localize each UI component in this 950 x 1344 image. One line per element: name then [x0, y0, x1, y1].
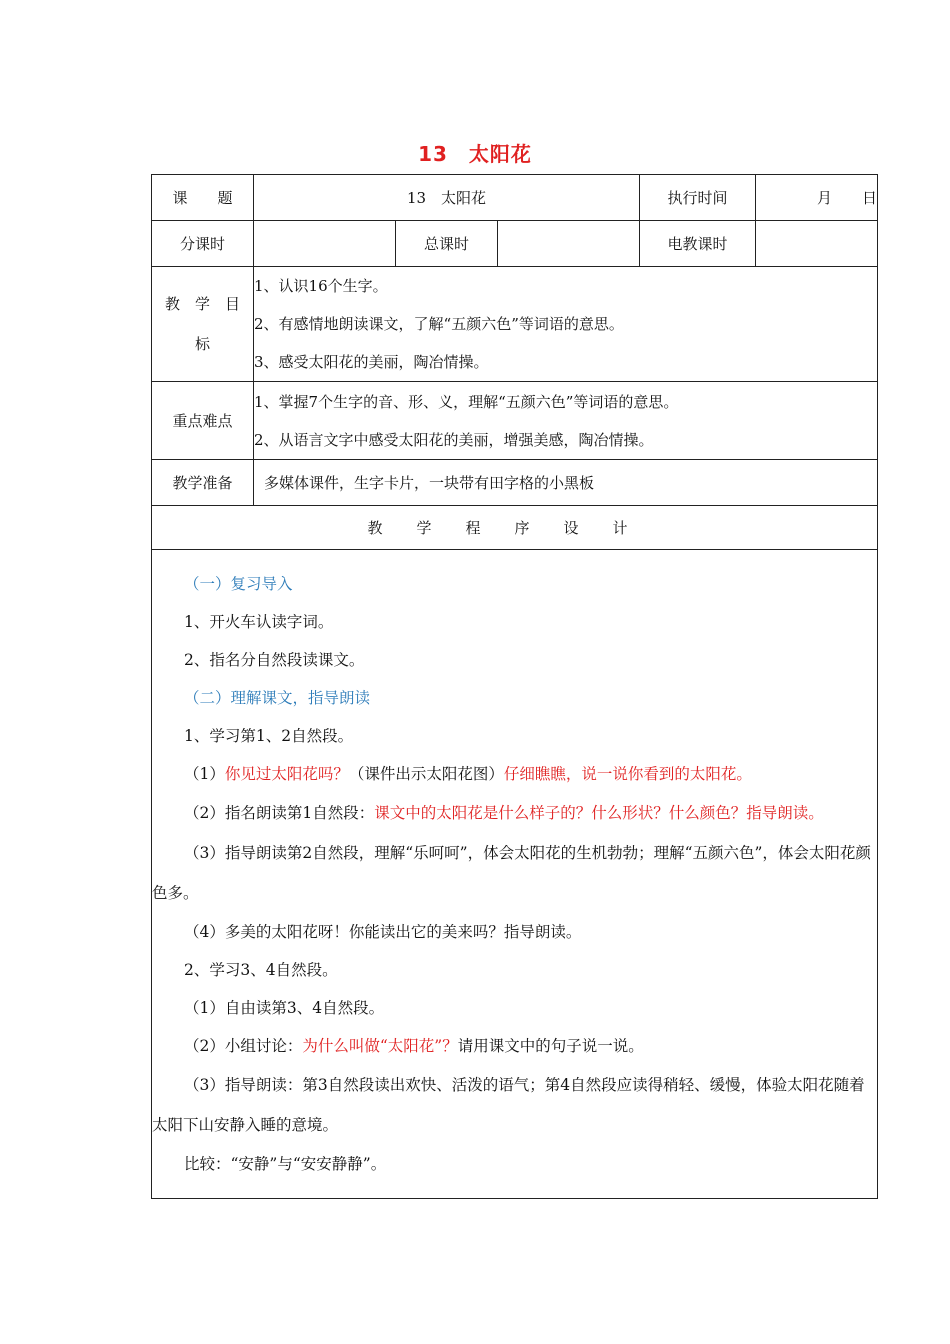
lesson-value: 13 太阳花	[254, 175, 640, 221]
question-1-task: 仔细瞧瞧，说一说你看到的太阳花。	[503, 765, 752, 783]
list-item: 1、开火车认读字词。	[184, 613, 334, 631]
question-2	[152, 793, 877, 833]
question-3: （3）指导朗读第2自然段，理解“乐呵呵”，体会太阳花的生机勃勃；理解“五颜六色”，体会太阳花颜色多。	[152, 844, 871, 902]
sub-hours-label: 分课时	[152, 221, 254, 267]
design-title: 教学程序设计	[152, 506, 878, 550]
question-2-lead: （2）指名朗读第1自然段：	[184, 804, 375, 822]
prep-label: 教学准备	[152, 460, 254, 506]
page-title: 13 太阳花	[418, 142, 532, 166]
total-hours-label: 总课时	[396, 221, 498, 267]
question-1	[152, 755, 877, 793]
list-item: 1、学习第1、2自然段。	[184, 727, 354, 745]
procedure-body	[152, 550, 878, 1199]
goals-list	[254, 267, 878, 382]
key-point-item: 2、从语言文字中感受太阳花的美丽，增强美感，陶冶情操。	[254, 430, 654, 449]
list-item: 2、学习3、4自然段。	[184, 961, 338, 979]
compare-line: 比较：“安静”与“安安静静”。	[184, 1155, 387, 1173]
prep-value: 多媒体课件，生字卡片，一块带有田字格的小黑板	[254, 460, 878, 506]
question-1-ask: 你见过太阳花吗？	[224, 765, 349, 783]
read-3: （3）指导朗读：第3自然段读出欢快、活泼的语气；第4自然段应读得稍轻、缓慢，体验太阳花随着太阳下山安静入睡的意境。	[152, 1076, 865, 1134]
section-2-title: （二）理解课文，指导朗读	[184, 689, 371, 707]
goals-label	[152, 267, 254, 382]
question-2-ask: 课文中的太阳花是什么样子的？什么形状？什么颜色？指导朗读。	[374, 804, 824, 822]
read-2-lead: （2）小组讨论：	[184, 1037, 303, 1055]
key-points-list	[254, 382, 878, 460]
sub-hours-value	[254, 221, 396, 267]
lesson-plan-table	[151, 174, 878, 1199]
goal-item: 2、有感情地朗读课文，了解“五颜六色”等词语的意思。	[254, 315, 624, 333]
question-4: （4）多美的太阳花呀！你能读出它的美来吗？指导朗读。	[184, 923, 582, 941]
goals-label-line2: 标	[194, 335, 210, 353]
section-1-title: （一）复习导入	[184, 575, 293, 593]
key-points-label: 重点难点	[152, 382, 254, 460]
key-point-item: 1、掌握7个生字的音、形、义，理解“五颜六色”等词语的意思。	[254, 392, 679, 411]
question-1-num: （1）	[184, 765, 225, 783]
question-1-note: （课件出示太阳花图）	[348, 765, 504, 783]
e-hours-label: 电教课时	[640, 221, 756, 267]
goals-label-line1: 教 学 目	[164, 295, 240, 313]
exec-time-label: 执行时间	[640, 175, 756, 221]
goal-item: 1、认识16个生字。	[254, 277, 388, 295]
read-1: （1）自由读第3、4自然段。	[184, 999, 385, 1017]
read-2	[152, 1027, 877, 1065]
date-value: 月 日	[756, 175, 878, 221]
total-hours-value	[498, 221, 640, 267]
e-hours-value	[756, 221, 878, 267]
read-2-tail: 请用课文中的句子说一说。	[457, 1037, 644, 1055]
goal-item: 3、感受太阳花的美丽，陶冶情操。	[254, 353, 489, 371]
lesson-label: 课 题	[152, 175, 254, 221]
list-item: 2、指名分自然段读课文。	[184, 651, 365, 669]
read-2-ask: 为什么叫做“太阳花”？	[302, 1037, 458, 1055]
